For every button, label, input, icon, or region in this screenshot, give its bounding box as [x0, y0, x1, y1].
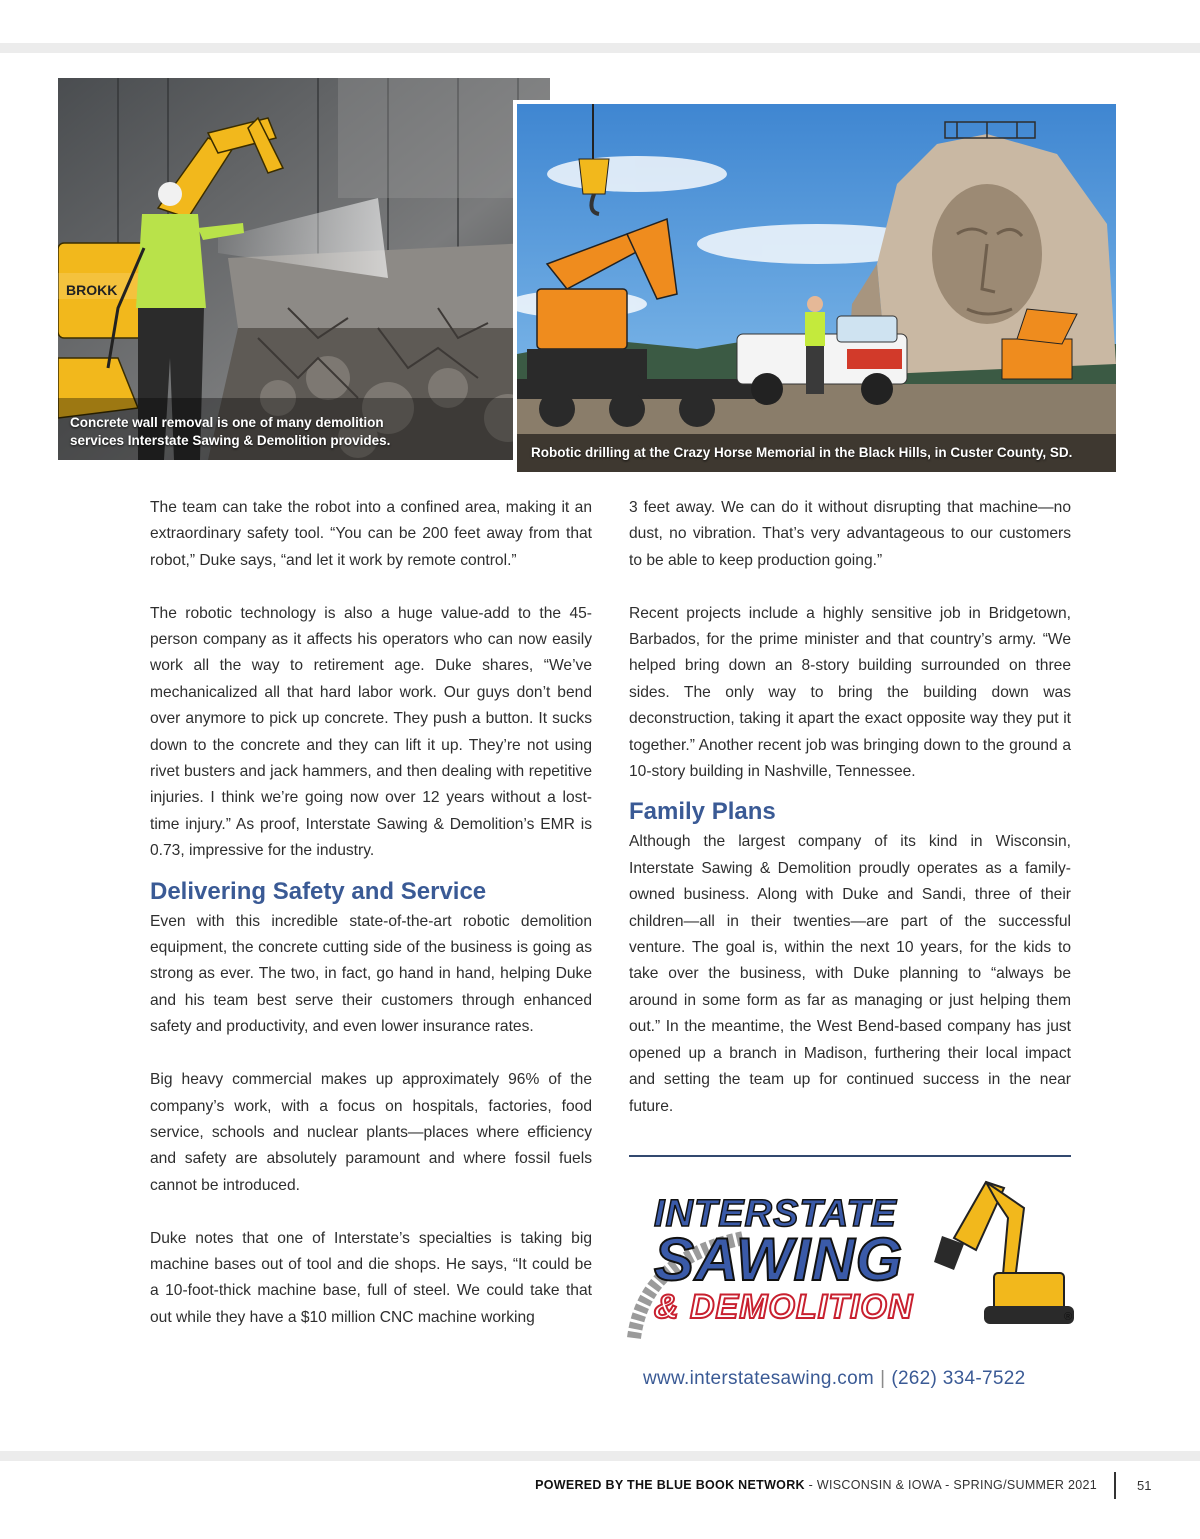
contact-line: [643, 1368, 1025, 1390]
page-footer: [535, 1478, 1097, 1492]
brokk-label: BROKK: [66, 282, 118, 298]
section-heading-safety: Delivering Safety and Service: [150, 877, 487, 905]
contact-separator: |: [880, 1368, 886, 1389]
footer-divider: [1114, 1472, 1116, 1499]
paragraph: Although the largest company of its kind in Wisconsin, Interstate Sawing & Demolition proudly operates as a family-owned business. Along with Duke and Sandi, three of their children—all in their twenties—are part of the successful venture. The goal is, within the next 10 years, for the kids to take over the business, with Duke planning to “always be around in some form as far as managing or just helping them out.” In the meantime, the West Bend-based company has just opened up a branch in Madison, furthering their local impact and setting the team up for continued success in the near future.: [629, 833, 1071, 1115]
left-photo-caption: Concrete wall removal is one of many demolition services Interstate Sawing & Demolition provides.: [70, 415, 391, 448]
paragraph: Duke notes that one of Interstate’s specialties is taking big machine bases out of tool and die shops. He says, “It could be a 10-foot-thick machine base, full of steel. We could take that out while they have a $10 million CNC machine working: [150, 1229, 592, 1326]
logo-line3: & DEMOLITION: [654, 1288, 914, 1326]
crazy-horse-photo: [513, 100, 1120, 476]
paragraph: 3 feet away. We can do it without disrupting that machine—no dust, no vibration. That’s very advantageous to our customers to be able to keep production going.”: [629, 499, 1071, 569]
paragraph: Recent projects include a highly sensitive job in Bridgetown, Barbados, for the prime minister and that country’s army. “We helped bring down an 8-story building surrounded on three sides. The only way to bring the building down was deconstruction, taking it apart the exact opposite way they put it together.” Another recent job was bringing down to the ground a 10-story building in Nashville, Tennessee.: [629, 604, 1071, 781]
bottom-divider-bar: [0, 1451, 1200, 1461]
section-heading-family: Family Plans: [629, 798, 776, 826]
footer-brand: POWERED BY THE BLUE BOOK NETWORK: [535, 1478, 805, 1492]
website-link[interactable]: www.interstatesawing.com: [643, 1368, 875, 1389]
excavator-icon: [934, 1182, 1074, 1324]
paragraph: Even with this incredible state-of-the-art robotic demolition equipment, the concrete cutting side of the business is going as strong as ever. The two, in fact, go hand in hand, helping Duke and his team best serve their customers through enhanced safety and productivity, and even lower insurance rates.: [150, 912, 592, 1036]
right-photo-caption: Robotic drilling at the Crazy Horse Memorial in the Black Hills, in Custer County, SD.: [531, 445, 1073, 460]
footer-edition: - WISCONSIN & IOWA - SPRING/SUMMER 2021: [804, 1478, 1097, 1492]
demolition-photo: [58, 78, 550, 460]
page-number: 51: [1137, 1478, 1152, 1493]
paragraph: The robotic technology is also a huge value-add to the 45-person company as it affects his operators who can now easily work all the way to retirement age. Duke shares, “We’ve mechanicalized all that hard labor work. Our guys don’t bend over anymore to pick up concrete. They push a button. It sucks down to the concrete and they can lift it up. They’re not using rivet busters and jack hammers, and then dealing with repetitive injuries. I think we’re going now over 12 years without a lost-time injury.” As proof, Interstate Sawing & Demolition’s EMR is 0.73, impressive for the industry.: [150, 604, 592, 860]
article-left-column: [150, 495, 592, 1331]
top-divider-bar: [0, 43, 1200, 53]
registered-mark: ®: [1064, 1311, 1073, 1323]
paragraph: The team can take the robot into a confined area, making it an extraordinary safety tool. “You can be 200 feet away from that robot,” Duke says, “and let it work by remote control.”: [150, 499, 592, 569]
phone-number[interactable]: (262) 334-7522: [891, 1368, 1026, 1389]
ad-divider-rule: [629, 1155, 1071, 1157]
interstate-sawing-logo: [624, 1178, 1084, 1343]
article-right-column: [629, 495, 1071, 1120]
logo-line1: INTERSTATE: [654, 1193, 897, 1235]
logo-line2: SAWING: [654, 1226, 904, 1293]
paragraph: Big heavy commercial makes up approximately 96% of the company’s work, with a focus on hospitals, factories, food service, schools and nuclear plants—places where efficiency and safety are absolutely paramount and where fossil fuels cannot be introduced.: [150, 1071, 592, 1194]
